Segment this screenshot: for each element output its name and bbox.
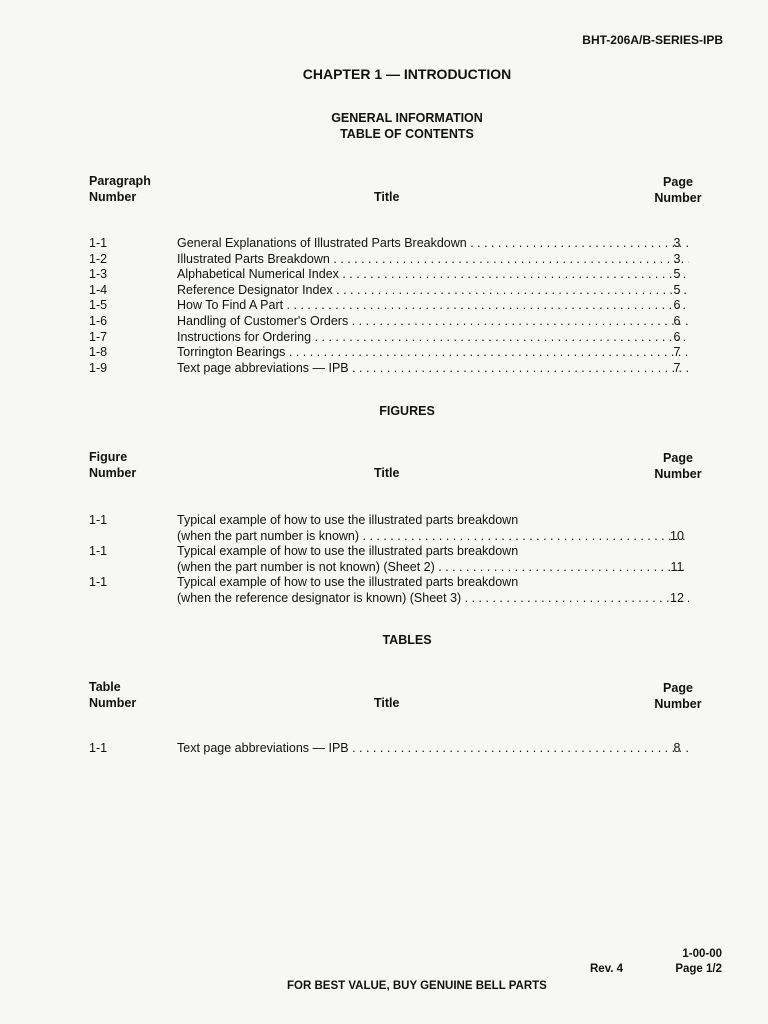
toc-title: TABLE OF CONTENTS <box>340 127 474 141</box>
paragraph-number: 1-7 <box>89 329 108 344</box>
header-line: Paragraph <box>89 174 151 188</box>
header-line: Table <box>89 680 121 694</box>
figure-row-cont <box>89 529 719 544</box>
paragraph-title: Illustrated Parts Breakdown . . . <box>177 252 689 267</box>
figure-number: 1-1 <box>89 575 108 589</box>
figure-title-line1: Typical example of how to use the illustrated parts breakdown <box>177 575 519 589</box>
figure-title-header: Title <box>374 466 400 480</box>
chapter-title: CHAPTER 1 — INTRODUCTION <box>302 66 512 82</box>
table-page-header <box>648 680 708 712</box>
toc-row <box>89 314 719 329</box>
table-number: 1-1 <box>89 741 108 755</box>
paragraph-number: 1-1 <box>89 236 108 250</box>
table-title-header: Title <box>374 696 400 710</box>
figure-title-line2: (when the part number is not known) (Sheet 2) . . . <box>177 560 689 575</box>
footer-tagline: FOR BEST VALUE, BUY GENUINE BELL PARTS <box>287 980 547 992</box>
figure-title-line1: Typical example of how to use the illustrated parts breakdown <box>177 513 519 527</box>
section-title: GENERAL INFORMATION <box>331 111 483 125</box>
page-number: 12 <box>670 590 684 605</box>
page-number: 5 <box>673 267 681 282</box>
figure-number: 1-1 <box>89 544 108 558</box>
page-number: 6 <box>673 298 681 313</box>
header-line: Page <box>663 681 693 695</box>
paragraph-title: Alphabetical Numerical Index . . . <box>177 267 689 282</box>
paragraph-title: Torrington Bearings . . . <box>177 345 689 360</box>
figure-row <box>89 544 719 559</box>
figure-row <box>89 575 719 590</box>
toc-row <box>89 267 719 282</box>
figure-number-header <box>89 449 136 481</box>
paragraph-number: 1-4 <box>89 282 108 297</box>
paragraph-number: 1-8 <box>89 345 108 360</box>
section-code: 1-00-00 <box>682 948 722 960</box>
figure-row-cont <box>89 591 719 606</box>
paragraph-number: 1-5 <box>89 298 108 313</box>
paragraph-title: General Explanations of Illustrated Parts Breakdown . . . <box>177 236 689 251</box>
document-id: BHT-206A/B-SERIES-IPB <box>582 33 723 47</box>
header-line: Page <box>663 175 693 189</box>
page-number: 3 <box>673 251 681 266</box>
page-number: 8 <box>673 741 681 755</box>
paragraph-page-header <box>648 174 708 206</box>
figure-page-header <box>648 450 708 482</box>
paragraph-number: 1-6 <box>89 314 108 328</box>
paragraph-number-header <box>89 173 151 205</box>
toc-row <box>89 252 719 267</box>
paragraph-title: Instructions for Ordering . . . <box>177 330 689 345</box>
paragraph-title: How To Find A Part . . . <box>177 298 689 313</box>
paragraph-title-header: Title <box>374 190 400 204</box>
tables-heading: TABLES <box>382 633 432 647</box>
header-line: Number <box>654 191 702 205</box>
paragraph-number: 1-3 <box>89 267 108 282</box>
figure-title-line2: (when the part number is known) . . . <box>177 529 689 544</box>
toc-row <box>89 345 719 360</box>
toc-row <box>89 298 719 313</box>
table-row <box>89 741 719 756</box>
paragraph-title: Reference Designator Index . . . <box>177 283 689 298</box>
revision: Rev. 4 <box>590 963 624 975</box>
figure-row-cont <box>89 560 719 575</box>
paragraph-title: Text page abbreviations — IPB . . . <box>177 361 689 376</box>
header-line: Number <box>654 697 702 711</box>
header-line: Number <box>89 190 137 204</box>
header-line: Page <box>663 451 693 465</box>
paragraph-number: 1-2 <box>89 251 108 266</box>
toc-row <box>89 283 719 298</box>
table-title: Text page abbreviations — IPB . . . <box>177 741 689 756</box>
figures-heading: FIGURES <box>379 404 435 418</box>
header-line: Number <box>654 467 702 481</box>
header-line: Number <box>89 466 137 480</box>
figure-number: 1-1 <box>89 513 108 527</box>
paragraph-number: 1-9 <box>89 360 108 375</box>
header-line: Number <box>89 696 137 710</box>
page-number: 6 <box>673 329 681 344</box>
page-number: 5 <box>673 282 681 297</box>
page-number: 11 <box>670 559 684 574</box>
figure-title-line1: Typical example of how to use the illustrated parts breakdown <box>177 544 519 558</box>
table-number-header <box>89 679 136 711</box>
figure-title-line2: (when the reference designator is known) (Sheet 3) . . . <box>177 591 689 606</box>
toc-row <box>89 330 719 345</box>
page-number: 6 <box>673 314 681 328</box>
paragraph-title: Handling of Customer's Orders . . . <box>177 314 689 329</box>
figure-row <box>89 513 719 528</box>
toc-row <box>89 236 719 251</box>
page-label: Page 1/2 <box>675 963 722 975</box>
toc-row <box>89 361 719 376</box>
page-number: 7 <box>673 345 681 360</box>
page-number: 7 <box>673 360 681 375</box>
page-number: 3 <box>673 236 681 250</box>
page-number: 10 <box>670 528 684 543</box>
header-line: Figure <box>89 450 128 464</box>
